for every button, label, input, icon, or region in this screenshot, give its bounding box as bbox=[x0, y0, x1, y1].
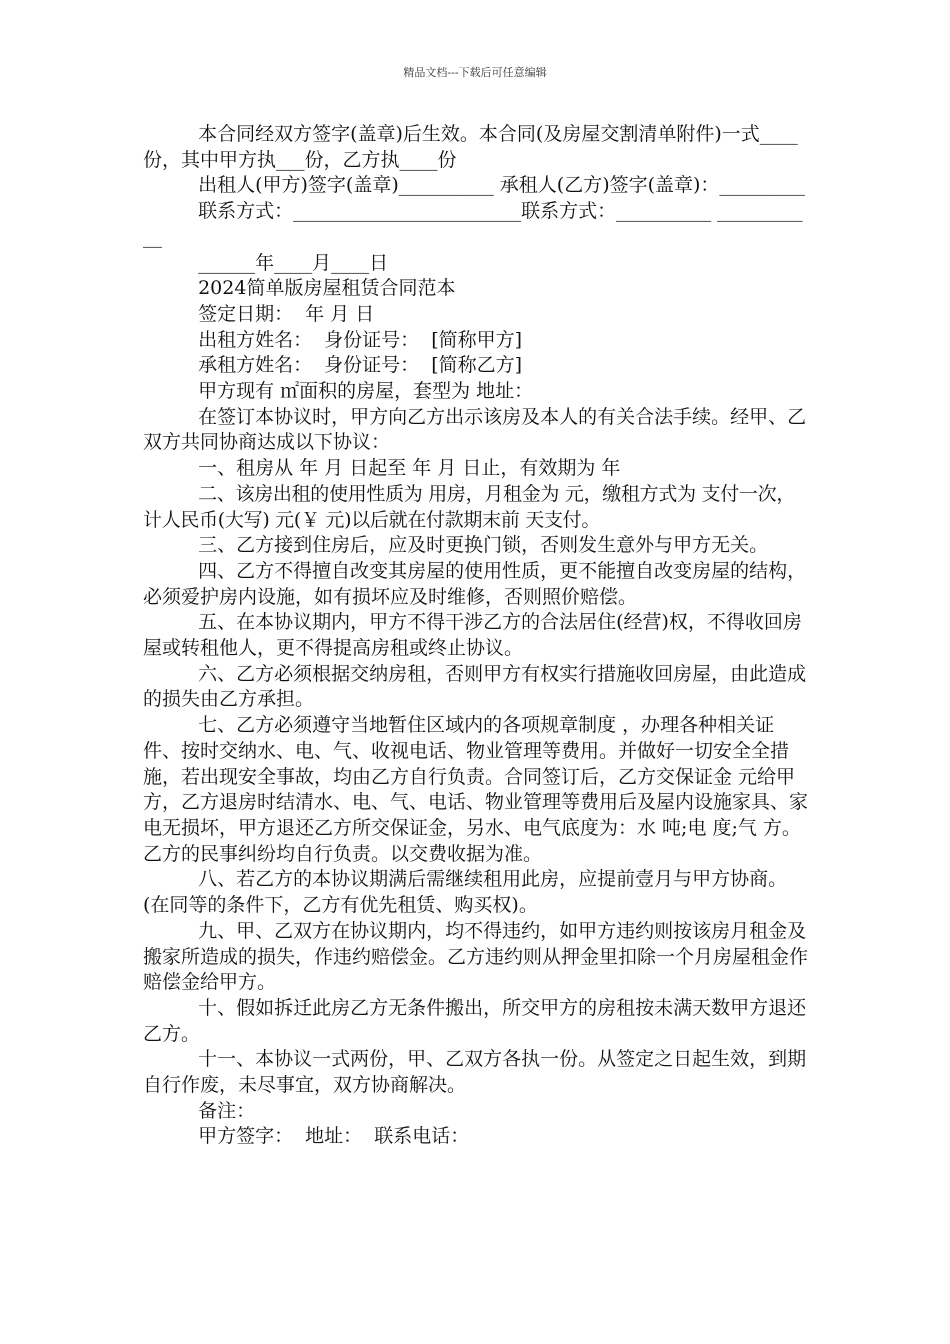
clause-2: 二、该房出租的使用性质为 用房，月租金为 元，缴租方式为 支付一次，计人民币(大写) 元(￥ 元)以后就在付款期末前 天支付。 bbox=[143, 482, 796, 531]
document-title: 2024简单版房屋租赁合同范本 bbox=[198, 277, 456, 300]
contract-body bbox=[143, 122, 808, 1150]
clause-7: 七、乙方必须遵守当地暂住区域内的各项规章制度 ，办理各种相关证件、按时交纳水、电、气、收视电话、物业管理等费用。并做好一切安全全措施，若出现安全事故，均由乙方自行负责。合同签订后，乙方交保证金 元给甲方，乙方退房时结清水、电、气、电话、物业管理等费用后及屋内设施家具、家电无损坏，甲方退还乙方所交保证金，另水、电气底度为：水 吨;电 度;气 方。乙方的民事纠纷均自行负责。以交费收据为准。 bbox=[143, 714, 809, 865]
paragraph-sign-date: 签定日期： 年 月 日 bbox=[198, 302, 375, 325]
clause-9: 九、甲、乙双方在协议期内，均不得违约，如甲方违约则按该房月租金及搬家所造成的损失，作违约赔偿金。乙方违约则从押金里扣除一个月房屋租金作赔偿金给甲方。 bbox=[143, 919, 809, 994]
paragraph-lessor-name: 出租方姓名： 身份证号： [简称甲方] bbox=[198, 328, 523, 351]
clause-6: 六、乙方必须根据交纳房租，否则甲方有权实行措施收回房屋，由此造成的损失由乙方承担。 bbox=[143, 662, 807, 711]
clause-5: 五、在本协议期内，甲方不得干涉乙方的合法居住(经营)权，不得收回房屋或转租他人，更不得提高房租或终止协议。 bbox=[143, 611, 802, 660]
clause-4: 四、乙方不得擅自改变其房屋的使用性质，更不能擅自改变房屋的结构，必须爱护房内设施，如有损坏应及时维修，否则照价赔偿。 bbox=[143, 559, 807, 608]
page-header: 精品文档---下载后可任意编辑 bbox=[403, 66, 547, 79]
paragraph-effective-clause: 本合同经双方签字(盖章)后生效。本合同(及房屋交割清单附件)一式____份，其中甲方执___份，乙方执____份 bbox=[143, 123, 798, 171]
clause-11: 十一、本协议一式两份，甲、乙双方各执一份。从签定之日起生效，到期自行作废，未尽事宜，双方协商解决。 bbox=[143, 1048, 807, 1097]
paragraph-signature-line: 出租人(甲方)签字(盖章)__________ 承租人(乙方)签字(盖章)：_________ bbox=[198, 174, 805, 197]
paragraph-date-line: ______年____月____日 bbox=[198, 251, 389, 274]
clause-10: 十、假如拆迁此房乙方无条件搬出，所交甲方的房租按未满天数甲方退还乙方。 bbox=[143, 996, 807, 1045]
party-a-signature-line: 甲方签字： 地址： 联系电话： bbox=[198, 1125, 470, 1148]
clause-3: 三、乙方接到住房后，应及时更换门锁，否则发生意外与甲方无关。 bbox=[198, 534, 769, 557]
paragraph-lessee-name: 承租方姓名： 身份证号： [简称乙方] bbox=[198, 354, 523, 377]
remarks-label: 备注： bbox=[198, 1099, 256, 1122]
paragraph-preamble: 在签订本协议时，甲方向乙方出示该房及本人的有关合法手续。经甲、乙双方共同协商达成以下协议： bbox=[143, 405, 807, 454]
clause-1: 一、租房从 年 月 日起至 年 月 日止，有效期为 年 bbox=[198, 457, 621, 480]
clause-8: 八、若乙方的本协议期满后需继续租用此房，应提前壹月与甲方协商。(在同等的条件下，乙方有优先租赁、购买权)。 bbox=[143, 868, 788, 917]
paragraph-contact-line: 联系方式：________________________联系方式：__________ ___________ bbox=[143, 200, 803, 248]
paragraph-property: 甲方现有 ㎡面积的房屋，套型为 地址： bbox=[198, 380, 534, 403]
